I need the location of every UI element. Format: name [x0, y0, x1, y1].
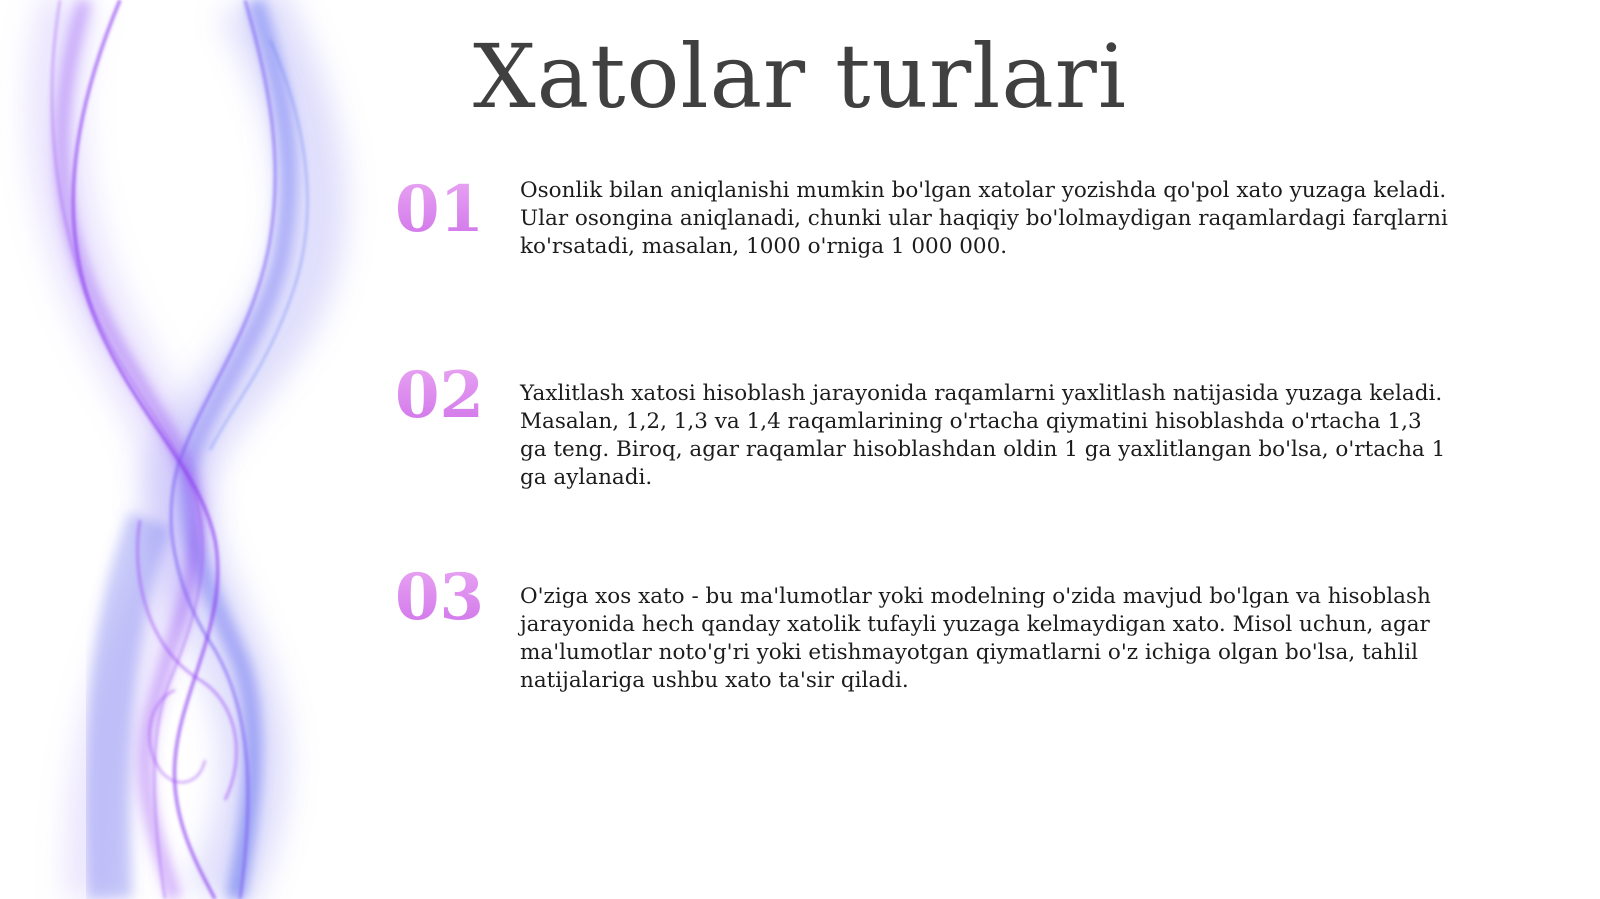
item-text: Osonlik bilan aniqlanishi mumkin bo'lgan xatolar yozishda qo'pol xato yuzaga keladi. Ular osongina aniqlanadi, chunki ular haqiqiy bo'lolmaydigan raqamlardagi farqlarni ko'rsatadi, masalan, 1000 o'rniga 1 000 000.	[520, 178, 1448, 259]
item-text: Yaxlitlash xatosi hisoblash jarayonida raqamlarni yaxlitlash natijasida yuzaga keladi. Masalan, 1,2, 1,3 va 1,4 raqamlarining o'rtacha qiymatini hisoblashda o'rtacha 1,3 ga teng. Biroq, agar raqamlar hisoblashdan oldin 1 ga yaxlitlangan bo'lsa, o'rtacha 1 ga aylanadi.	[520, 381, 1446, 490]
item-number: 02	[395, 360, 505, 432]
item-number: 01	[395, 174, 505, 246]
purple-smoke-decoration	[0, 0, 400, 899]
item-number: 03	[395, 562, 505, 634]
slide-title: Xatolar turlari	[472, 25, 1128, 128]
item-text: O'ziga xos xato - bu ma'lumotlar yoki modelning o'zida mavjud bo'lgan va hisoblash jarayonida hech qanday xatolik tufayli yuzaga kelmaydigan xato. Misol uchun, agar ma'lumotlar noto'g'ri yoki etishmayotgan qiymatlarni o'z ichiga olgan bo'lsa, tahlil natijalariga ushbu xato ta'sir qiladi.	[520, 584, 1431, 693]
